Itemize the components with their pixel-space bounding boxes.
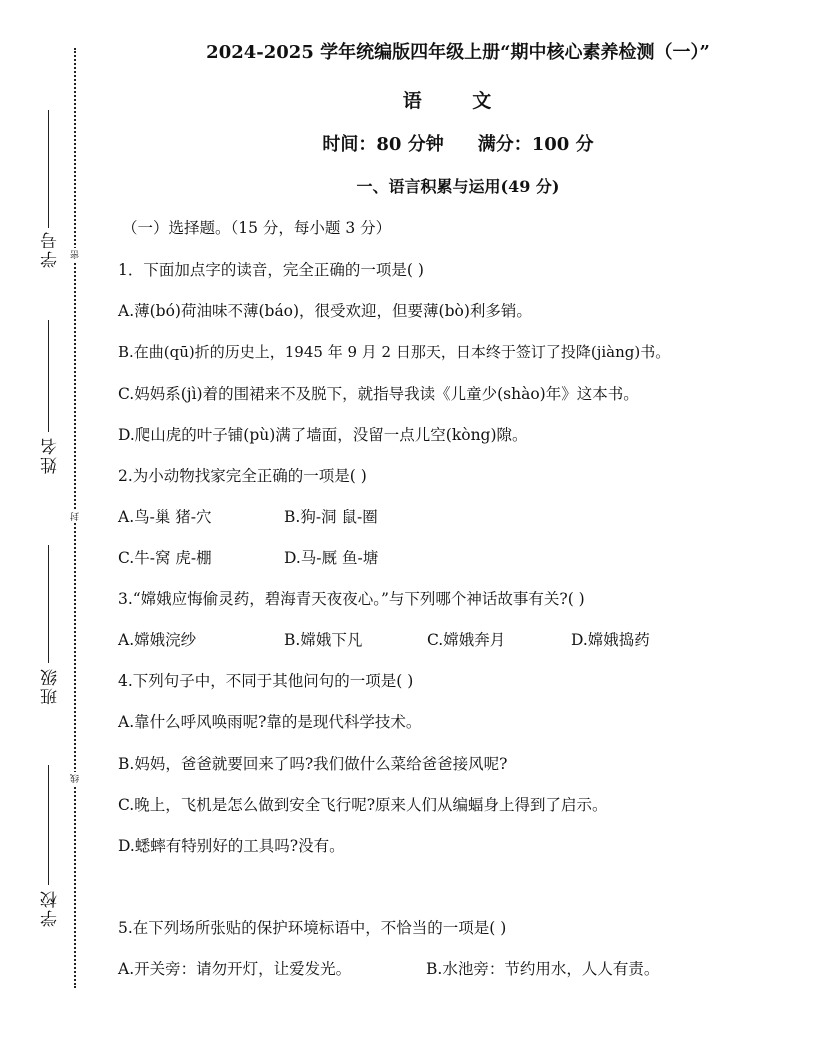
exam-score: 满分：100 分 — [477, 134, 594, 155]
question-3-stem: 3.“嫦娥应悔偷灵药，碧海青天夜夜心。”与下列哪个神话故事有关?( ) — [118, 590, 585, 608]
question-3-option-c: C.嫦娥奔月 — [427, 631, 506, 649]
school-text: 学校 — [41, 889, 61, 927]
question-2-option-a: A.鸟-巢 猪-穴 — [118, 508, 212, 526]
exam-title: 2024-2025 学年统编版四年级上册“期中核心素养检测（一）” — [206, 42, 710, 63]
seal-mark-mi: 密 — [71, 250, 81, 259]
question-2-option-c: C.牛-窝 虎-棚 — [118, 549, 212, 567]
question-4-option-d: D.蟋蟀有特别好的工具吗?没有。 — [118, 837, 345, 855]
question-4-option-a: A.靠什么呼风唤雨呢?靠的是现代科学技术。 — [118, 713, 422, 731]
section-title: 一、语言积累与运用(49 分) — [356, 177, 560, 196]
exam-subject: 语 文 — [402, 90, 514, 112]
name-blank — [48, 320, 49, 432]
question-1-option-a: A.薄(bó)荷油味不薄(báo)，很受欢迎，但要薄(bò)利多销。 — [118, 302, 532, 320]
question-1-option-d: D.爬山虎的叶子铺(pù)满了墙面，没留一点儿空(kòng)隙。 — [118, 426, 528, 444]
question-5-option-b: B.水池旁：节约用水，人人有责。 — [426, 960, 660, 978]
class-blank — [48, 545, 49, 663]
school-blank — [48, 765, 49, 885]
exam-time-score — [118, 130, 798, 156]
name-text: 姓名 — [41, 436, 61, 474]
question-2-option-d: D.马-厩 鱼-塘 — [284, 549, 379, 567]
question-2-options-row-2 — [118, 546, 378, 568]
school-label — [20, 765, 72, 935]
class-label — [20, 545, 72, 715]
question-5-option-a: A.开关旁：请勿开灯，让爱发光。 — [118, 960, 352, 978]
student-id-text: 学号 — [41, 230, 61, 268]
question-2-option-b: B.狗-洞 鼠-圈 — [284, 508, 378, 526]
question-4-option-c: C.晚上，飞机是怎么做到安全飞行呢?原来人们从编蝠身上得到了启示。 — [118, 796, 608, 814]
question-2-options-row-1 — [118, 505, 378, 527]
question-5-options — [118, 957, 659, 979]
part-heading: （一）选择题。（15 分，每小题 3 分） — [122, 219, 392, 237]
student-id-blank — [48, 110, 49, 228]
question-4-option-b: B.妈妈，爸爸就要回来了吗?我们做什么菜给爸爸接风呢? — [118, 755, 508, 773]
question-3-option-b: B.嫦娥下凡 — [284, 631, 363, 649]
question-2-stem: 2.为小动物找家完全正确的一项是( ) — [118, 467, 367, 485]
seal-mark-feng: 封 — [71, 512, 81, 521]
question-1-option-b: B.在曲(qū)折的历史上，1945 年 9 月 2 日那天，日本终于签订了投降(jiàng)书。 — [118, 343, 671, 361]
question-3-option-d: D.嫦娥捣药 — [571, 631, 650, 649]
question-1-option-c: C.妈妈系(jì)着的围裙来不及脱下，就指导我读《儿童少(shào)年》这本书。 — [118, 385, 639, 403]
question-5-stem: 5.在下列场所张贴的保护环境标语中，不恰当的一项是( ) — [118, 919, 507, 937]
question-3-option-a: A.嫦娥浣纱 — [118, 631, 197, 649]
question-3-options — [118, 628, 650, 650]
question-1-stem: 1．下面加点字的读音，完全正确的一项是( ) — [118, 261, 424, 279]
name-label — [20, 320, 72, 490]
seal-mark-xian: 线 — [71, 774, 81, 783]
student-id-label — [20, 110, 72, 280]
class-text: 班级 — [41, 667, 61, 705]
exam-time: 时间：80 分钟 — [322, 134, 444, 155]
question-4-stem: 4.下列句子中，不同于其他问句的一项是( ) — [118, 672, 414, 690]
